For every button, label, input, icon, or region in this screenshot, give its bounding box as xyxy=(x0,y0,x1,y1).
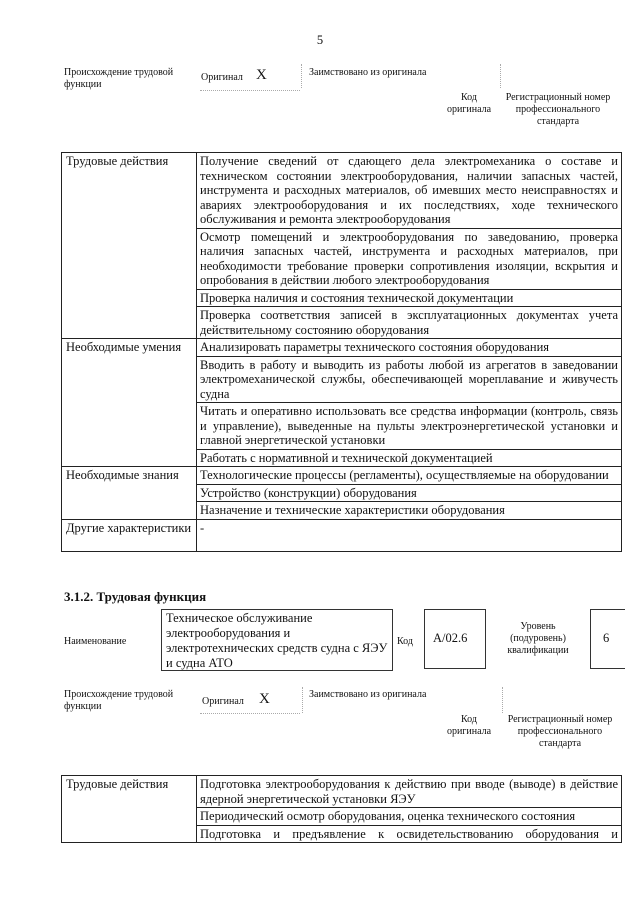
page-number: 5 xyxy=(316,33,324,47)
level-value: 6 xyxy=(603,631,610,645)
table-cell: - xyxy=(197,519,622,551)
code-value: A/02.6 xyxy=(433,631,468,645)
labor-function-table-1 xyxy=(61,152,622,552)
table-cell: Периодический осмотр оборудования, оценка технического состояния xyxy=(197,808,622,826)
level-box xyxy=(590,609,625,669)
table-cell: Получение сведений от сдающего дела электромеханика о составе и техническом состоянии электрооборудования, наличии запасных частей, инструмента и расходных материалов, об имевших место неисправностях и авариях электрооборудования и их последствиях, ходе технического обслуживания и ремонта электрооборудования xyxy=(197,153,622,229)
table-cell: Подготовка электрооборудования к действию при вводе (выводе) в действие ядерной энергетической установки ЯЭУ xyxy=(197,776,622,808)
code-box xyxy=(424,609,486,669)
table-cell: Назначение и технические характеристики оборудования xyxy=(197,502,622,520)
original-mark-2: X xyxy=(259,691,270,707)
table-cell: Проверка соответствия записей в эксплуатационных документах учета действительному состоянию оборудования xyxy=(197,307,622,339)
table-cell: Вводить в работу и выводить из работы любой из агрегатов в заведовании электромеханической службы, обеспечивающей мореплавание и живучесть судна xyxy=(197,356,622,403)
origin-label: Происхождение трудовой функции xyxy=(64,67,174,90)
origin-label-2: Происхождение трудовой функции xyxy=(64,689,174,712)
labor-function-table-2 xyxy=(61,775,622,843)
original-label: Оригинал xyxy=(201,72,243,83)
borrowed-label: Заимствовано из оригинала xyxy=(309,67,427,78)
original-label-2: Оригинал xyxy=(202,696,244,707)
original-mark: X xyxy=(256,67,267,83)
table-cell: Анализировать параметры технического состояния оборудования xyxy=(197,339,622,357)
table-cell: Устройство (конструкции) оборудования xyxy=(197,484,622,502)
code-original-label: Код оригинала xyxy=(446,92,492,115)
section-heading: 3.1.2. Трудовая функция xyxy=(64,589,207,604)
row-label: Необходимые умения xyxy=(62,339,197,467)
name-label: Наименование xyxy=(64,636,127,647)
table-cell: Проверка наличия и состояния технической документации xyxy=(197,289,622,307)
table-cell: Технологические процессы (регламенты), осуществляемые на оборудовании xyxy=(197,467,622,485)
table-cell: Подготовка и предъявление к освидетельствованию оборудования и xyxy=(197,825,622,843)
table-row xyxy=(62,153,622,229)
table-row xyxy=(62,467,622,485)
row-label: Другие характеристики xyxy=(62,519,197,551)
table-cell: Читать и оперативно использовать все средства информации (контроль, связь и управление), выведенные на пульты электроэнергетической установки и главной энергетической установки xyxy=(197,403,622,450)
borrowed-label-2: Заимствовано из оригинала xyxy=(309,689,427,700)
row-label: Необходимые знания xyxy=(62,467,197,520)
row-label: Трудовые действия xyxy=(62,153,197,339)
code-label: Код xyxy=(397,636,413,647)
table-row xyxy=(62,519,622,551)
table-cell: Работать с нормативной и технической документацией xyxy=(197,449,622,467)
function-name: Техническое обслуживание электрооборудования и электротехнических средств судна с ЯЭУ и судна АТО xyxy=(166,611,388,670)
table-row xyxy=(62,339,622,357)
table-row xyxy=(62,776,622,808)
reg-number-label-2: Регистрационный номер профессионального стандарта xyxy=(507,714,613,749)
level-label: Уровень (подуровень) квалификации xyxy=(507,621,569,656)
table-cell: Осмотр помещений и электрооборудования по заведованию, проверка наличия запасных частей, инструмента и расходных материалов, при необходимости требование проверки сопротивления изоляции, вскрытия и опробования в действии любого электрооборудования xyxy=(197,228,622,289)
function-name-box xyxy=(161,609,393,671)
row-label: Трудовые действия xyxy=(62,776,197,843)
code-original-label-2: Код оригинала xyxy=(446,714,492,737)
reg-number-label: Регистрационный номер профессионального стандарта xyxy=(505,92,611,127)
